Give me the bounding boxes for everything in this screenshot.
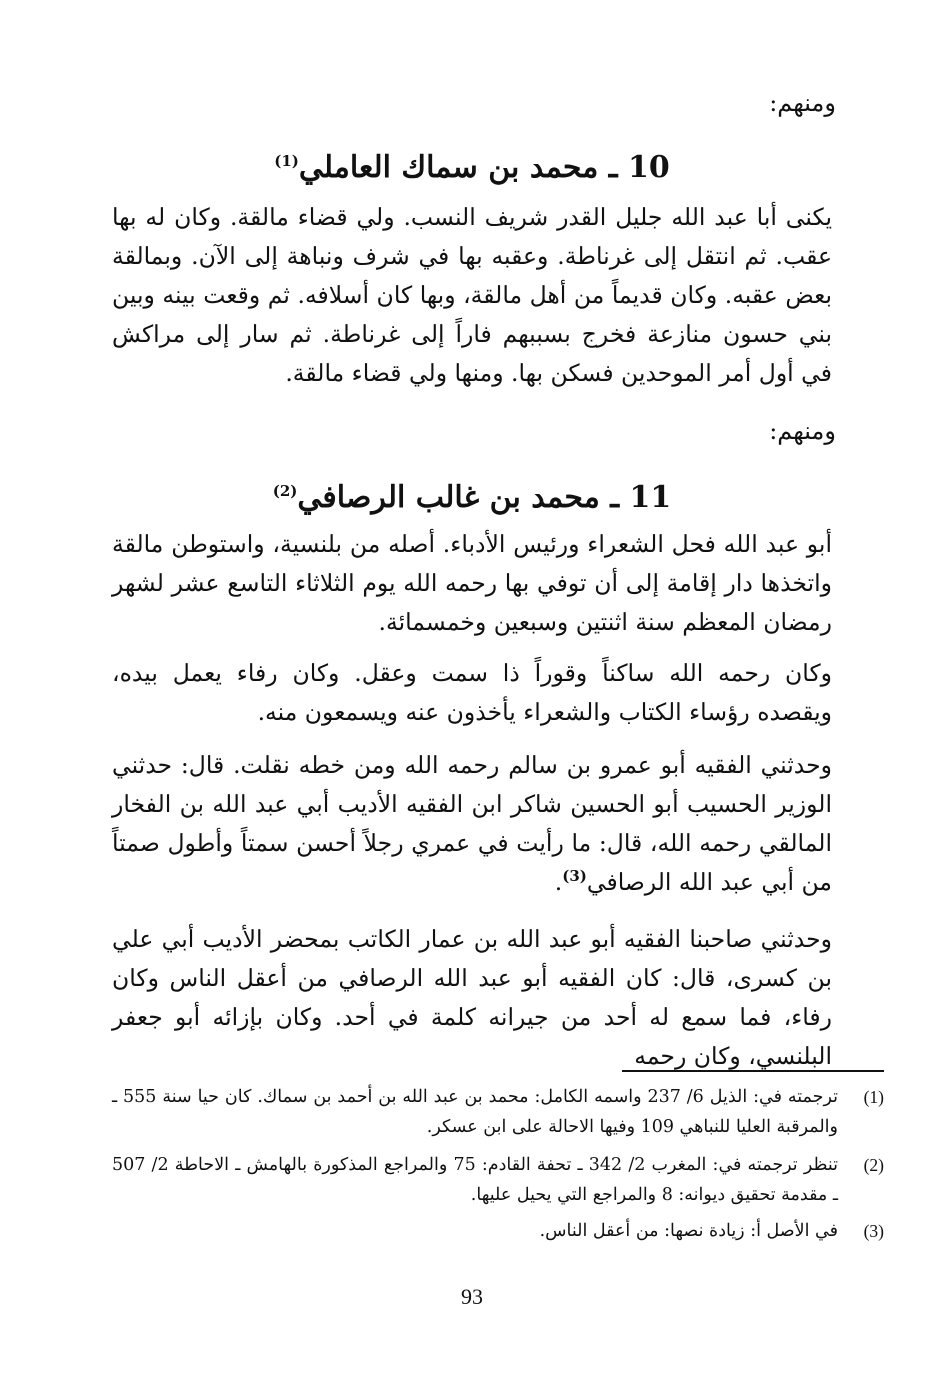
entry-heading-11 — [130, 478, 814, 518]
narration-end: . — [554, 868, 563, 896]
paragraph-character: وكان رحمه الله ساكناً وقوراً ذا سمت وعقل. وكان رفاء يعمل بيده، ويقصده رؤساء الكتاب والشعراء يأخذون عنه ويسمعون منه. — [112, 659, 832, 726]
footnote-number: (3) — [863, 1221, 884, 1241]
footnote-text: تنظر ترجمته في: المغرب 2/ 342 ـ تحفة القادم: 75 والمراجع المذكورة بالهامش ـ الاحاطة 2/ 507 ـ مقدمة تحقيق ديوانه: 8 والمراجع التي يحيل عليها. — [112, 1155, 838, 1205]
footnote-separator — [622, 1070, 884, 1072]
intro-text-1: ومنهم: — [769, 89, 836, 117]
footnote-number: (2) — [863, 1155, 884, 1175]
footnote-number: (1) — [863, 1087, 884, 1107]
paragraph-narration-2: وحدثني صاحبنا الفقيه أبو عبد الله بن عمار الكاتب بمحضر الأديب أبي علي بن كسرى، قال: كان الفقيه أبو عبد الله الرصافي من أعقل الناس وكان رفاء، فما سمع له أحد من جيرانه كلمة في أحد. وكان بإزائه أبو جعفر البلنسي، وكان رحمه — [112, 925, 832, 1070]
heading-title: 11 ـ محمد بن غالب الرصافي — [297, 480, 672, 515]
entry-heading-10 — [130, 148, 814, 188]
intro-text-2: ومنهم: — [769, 417, 836, 445]
footnote-1 — [112, 1082, 884, 1142]
paragraph-biography-11: أبو عبد الله فحل الشعراء ورئيس الأدباء. أصله من بلنسية، واستوطن مالقة واتخذها دار إقامة إلى أن توفي بها رحمه الله يوم الثلاثاء التاسع عشر لشهر رمضان المعظم سنة اثنتين وسبعين وخمسمائة. — [112, 530, 832, 636]
footnote-ref-2: (2) — [272, 482, 298, 500]
paragraph-narration-1 — [112, 746, 832, 902]
narration-text: وحدثني الفقيه أبو عمرو بن سالم رحمه الله ومن خطه نقلت. قال: حدثني الوزير الحسيب أبو الحسين شاكر ابن الفقيه الأديب أبي عبد الله بن الفخار المالقي رحمه الله، قال: ما رأيت في عمري رجلاً أحسن سمتاً وأطول صمتاً من أبي عبد الله الرصافي — [112, 751, 832, 896]
paragraph-biography-10: يكنى أبا عبد الله جليل القدر شريف النسب. ولي قضاء مالقة. وكان له بها عقب. ثم انتقل إلى غرناطة. وعقبه بها في شرف ونباهة إلى الآن. وبمالقة بعض عقبه. وكان قديماً من أهل مالقة، وبها كان أسلافه. ثم وقعت بينه وبين بني حسون منازعة فخرج بسببهم فاراً إلى غرناطة. ثم سار إلى مراكش في أول أمر الموحدين فسكن بها. ومنها ولي قضاء مالقة. — [112, 203, 832, 387]
footnote-ref-1: (1) — [274, 152, 299, 170]
footnote-text: في الأصل أ: زيادة نصها: من أعقل الناس. — [539, 1221, 838, 1241]
footnote-3 — [112, 1216, 884, 1246]
footnote-2 — [112, 1150, 884, 1210]
footnote-ref-3: (3) — [562, 867, 587, 886]
footnote-text: ترجمته في: الذيل 6/ 237 واسمه الكامل: محمد بن عبد الله بن أحمد بن سماك. كان حيا سنة 555 ـ والمرقبة العليا للنباهي 109 وفيها الاحالة على ابن عسكر. — [112, 1087, 838, 1137]
page-number: 93 — [461, 1284, 483, 1309]
heading-title: 10 ـ محمد بن سماك العاملي — [298, 150, 670, 185]
